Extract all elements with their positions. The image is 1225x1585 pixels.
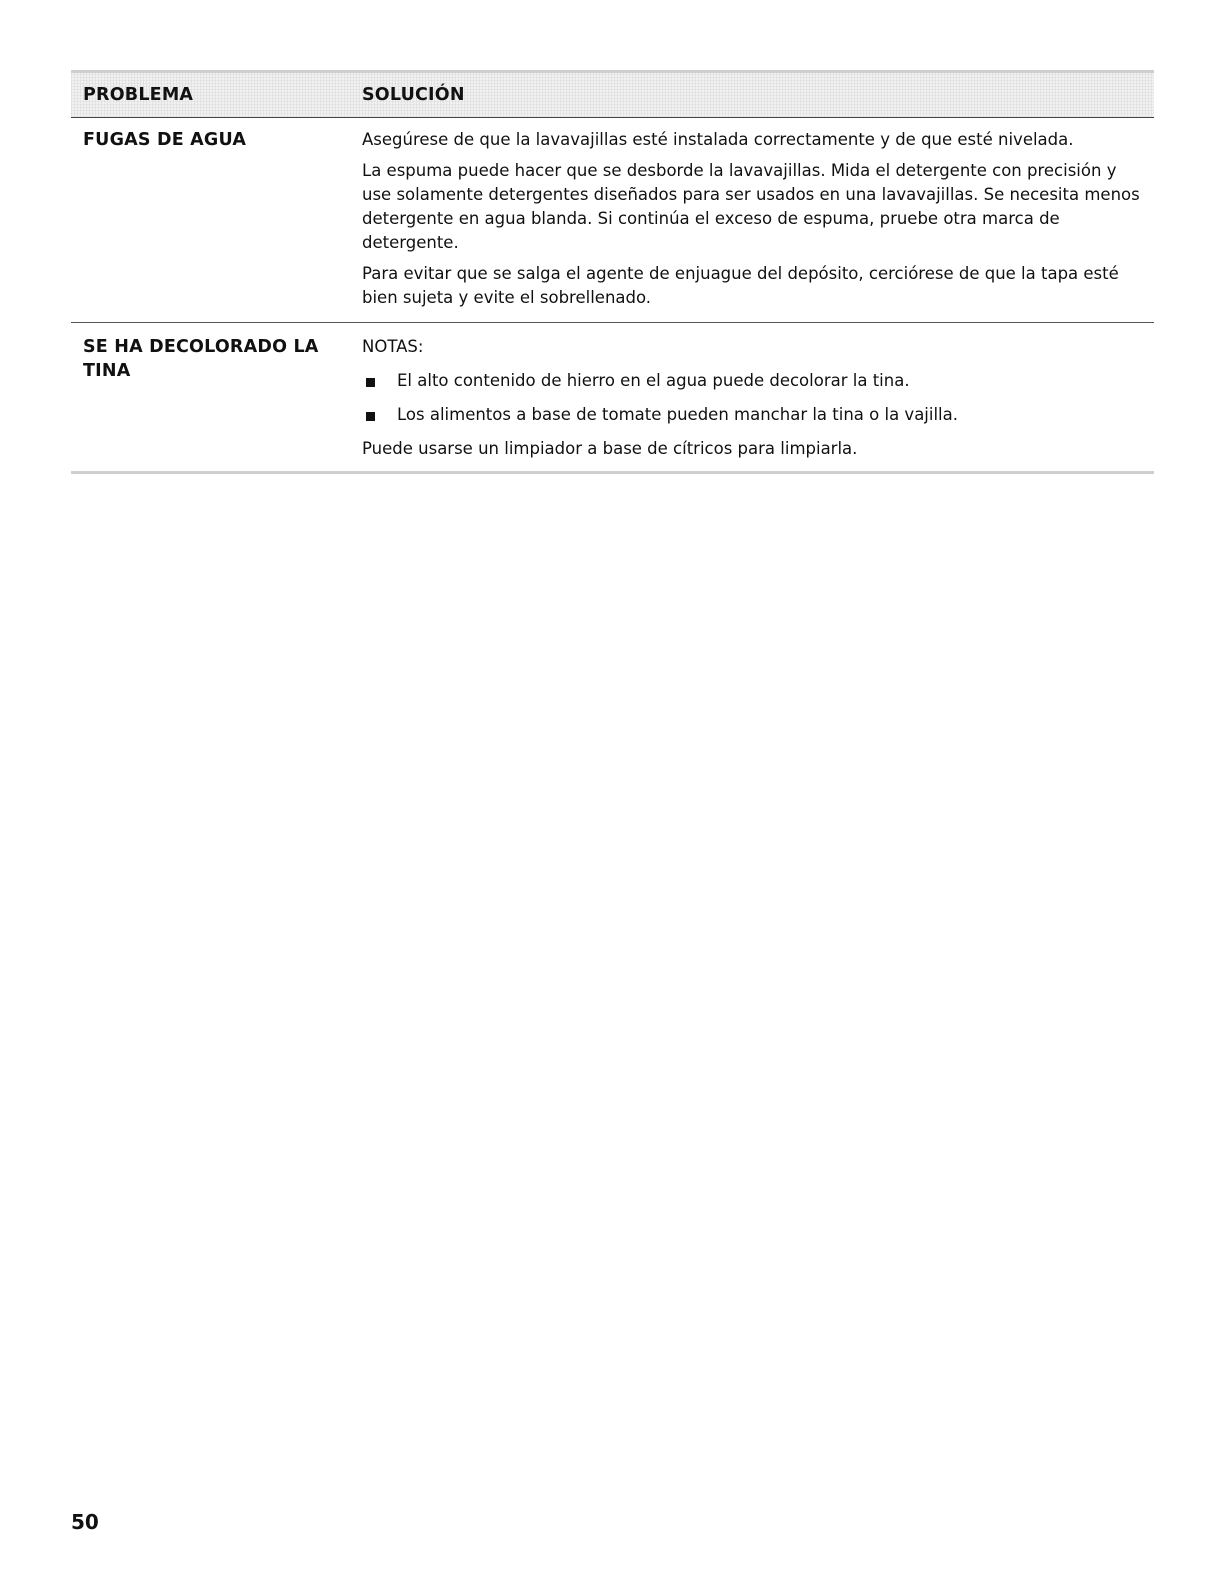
- bullet-text: Los alimentos a base de tomate pueden manchar la tina o la vajilla.: [397, 405, 958, 424]
- problem-water-leaks: FUGAS DE AGUA: [83, 130, 247, 150]
- table-header: [71, 70, 1154, 118]
- list-item: [362, 369, 1146, 393]
- solution-discolored-tub: [362, 335, 1154, 461]
- solution-paragraph: Asegúrese de que la lavavajillas esté instalada correctamente y de que esté nivelada.: [362, 130, 1074, 149]
- page-number: 50: [71, 1510, 99, 1534]
- table-row: [71, 118, 1154, 323]
- header-solution: SOLUCIÓN: [362, 85, 465, 105]
- solution-paragraph: La espuma puede hacer que se desborde la lavavajillas. Mida el detergente con precisión y use solamente detergentes diseñados para ser usados en una lavavajillas. Se necesita menos detergente en agua blanda. Si continúa el exceso de espuma, pruebe otra marca de detergente.: [362, 161, 1140, 252]
- bullet-text: El alto contenido de hierro en el agua puede decolorar la tina.: [397, 371, 910, 390]
- square-bullet-icon: [366, 412, 375, 421]
- square-bullet-icon: [366, 378, 375, 387]
- table-row: [71, 323, 1154, 474]
- header-problem: PROBLEMA: [83, 85, 194, 105]
- solution-water-leaks: [362, 128, 1154, 310]
- problem-discolored-tub: SE HA DECOLORADO LA TINA: [83, 337, 319, 381]
- troubleshooting-table: [71, 70, 1154, 474]
- list-item: [362, 403, 1146, 427]
- notes-label: NOTAS:: [362, 337, 424, 356]
- closing-text: Puede usarse un limpiador a base de cítricos para limpiarla.: [362, 439, 858, 458]
- solution-paragraph: Para evitar que se salga el agente de enjuague del depósito, cerciórese de que la tapa esté bien sujeta y evite el sobrellenado.: [362, 264, 1119, 307]
